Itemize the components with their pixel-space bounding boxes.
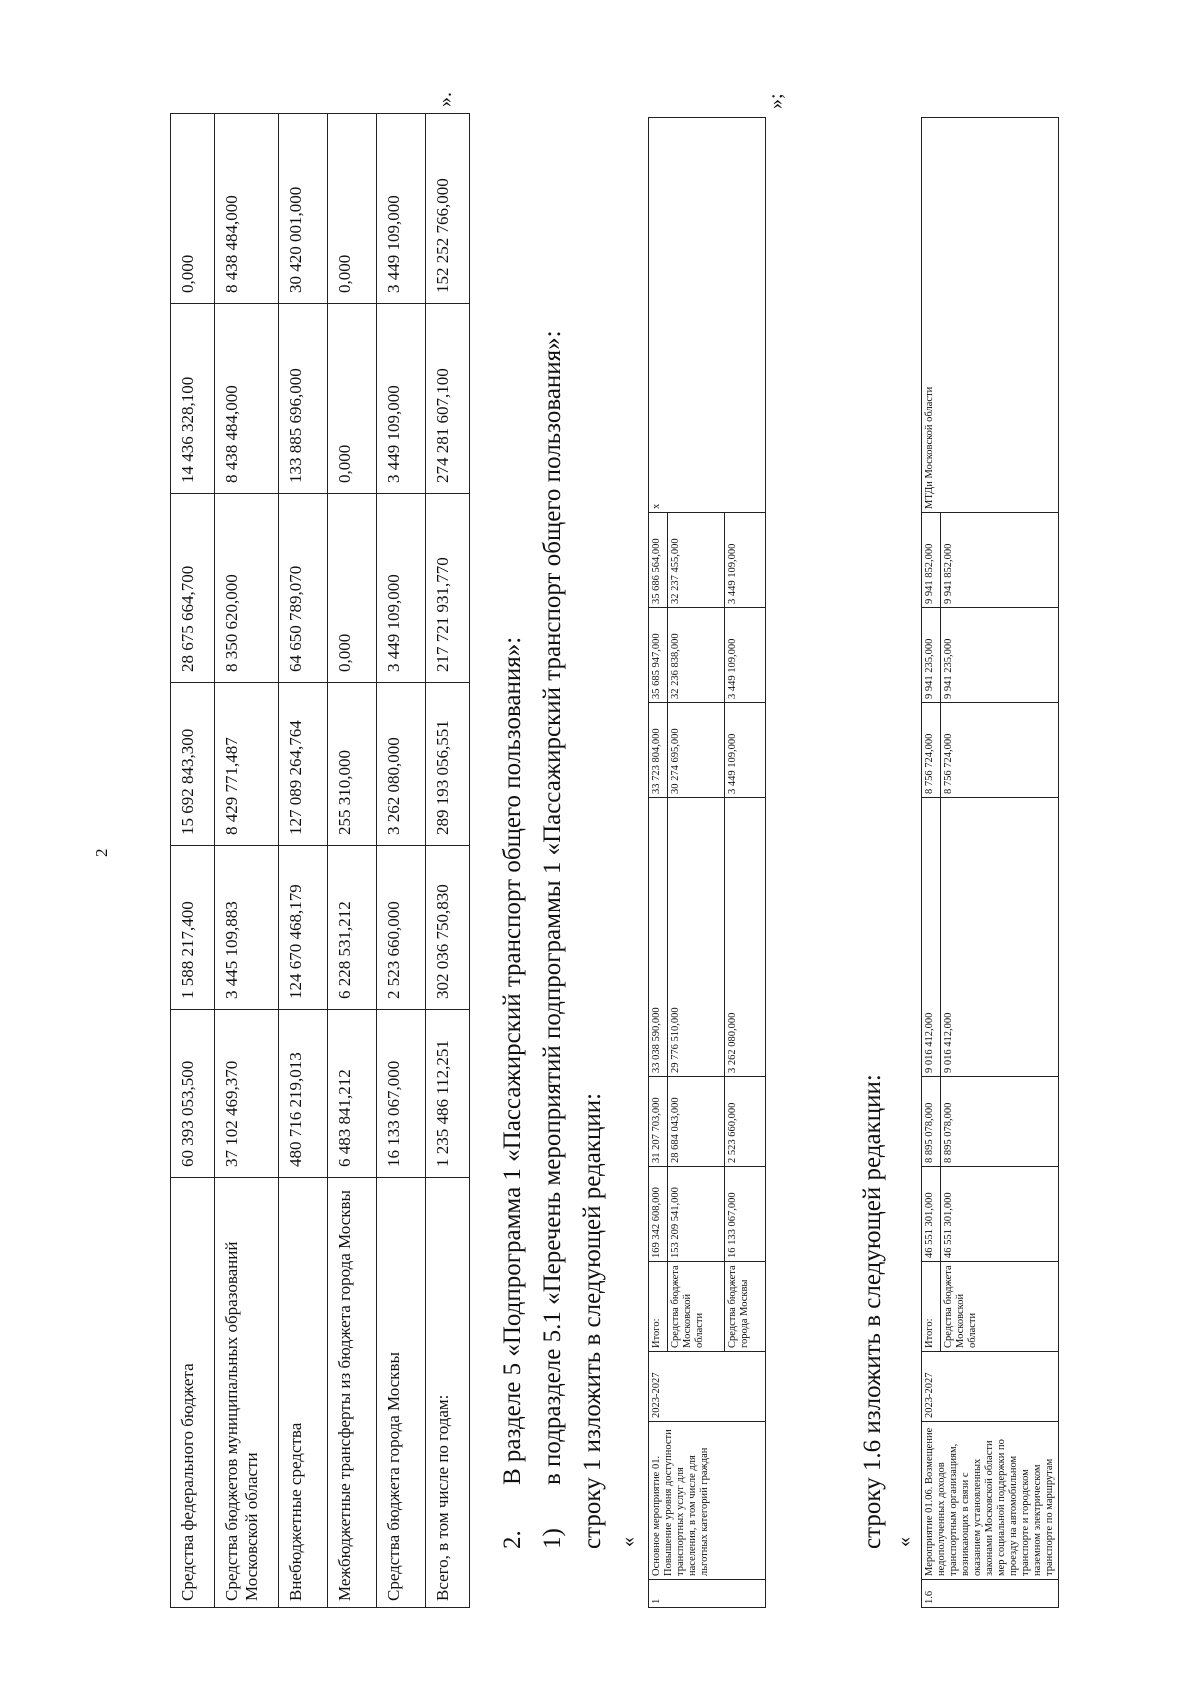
table-row [279, 114, 328, 1608]
cell-value: 37 102 469,370 [215, 1010, 279, 1178]
cell-2023: 8 895 078,000 [922, 1077, 941, 1167]
cell-value: 6 228 531,212 [328, 846, 377, 1010]
funding-source: Средства бюджета Московской области [668, 1262, 725, 1352]
cell-2026: 9 941 235,000 [941, 608, 1059, 703]
cell-value: 8 350 620,000 [215, 494, 279, 683]
cell-value: 8 438 484,000 [215, 114, 279, 304]
cell-value: 3 449 109,000 [377, 114, 426, 304]
cell-2026: 9 941 235,000 [922, 608, 941, 703]
table-row [649, 118, 668, 1608]
cell-2025: 33 723 804,000 [649, 703, 668, 798]
cell-value: 152 252 766,000 [426, 114, 470, 304]
cell-value: 8 429 771,487 [215, 683, 279, 846]
cell-value: 302 036 750,830 [426, 846, 470, 1010]
instruction-row-1-6: строку 1.6 изложить в следующей редакции: [859, 1074, 886, 1549]
cell-total: 169 342 608,000 [649, 1167, 668, 1262]
cell-value: 14 436 328,100 [171, 304, 215, 494]
row-label: Межбюджетные трансферты из бюджета города Москвы [328, 1178, 377, 1608]
subitem-number: 1) [539, 1528, 566, 1549]
funding-source: Итого: [922, 1262, 941, 1352]
funding-source: Средства бюджета Московской области [941, 1262, 1059, 1352]
row-label: Средства бюджета города Москвы [377, 1178, 426, 1608]
cell-value: 217 721 931,770 [426, 494, 470, 683]
cell-value: 3 445 109,883 [215, 846, 279, 1010]
cell-value: 15 692 843,300 [171, 683, 215, 846]
cell-value: 1 588 217,400 [171, 846, 215, 1010]
item-number: 2. [499, 1530, 526, 1549]
cell-value: 30 420 001,000 [279, 114, 328, 304]
responsible: МТДи Московской области [922, 118, 1059, 513]
row-label: Внебюджетные средства [279, 1178, 328, 1608]
cell-value: 6 483 841,212 [328, 1010, 377, 1178]
cell-value: 60 393 053,500 [171, 1010, 215, 1178]
cell-value: 0,000 [328, 114, 377, 304]
row-1-table [648, 117, 766, 1608]
table-row [328, 114, 377, 1608]
cell-value: 3 449 109,000 [377, 494, 426, 683]
cell-value: 2 523 660,000 [377, 846, 426, 1010]
row-label: Средства федерального бюджета [171, 1178, 215, 1608]
cell-value: 274 281 607,100 [426, 304, 470, 494]
cell-value: 8 438 484,000 [215, 304, 279, 494]
cell-value: 0,000 [328, 494, 377, 683]
cell-total: 46 551 301,000 [941, 1167, 1059, 1262]
table-row [426, 114, 470, 1608]
row-label: Средства бюджетов муниципальных образований Московской области [215, 1178, 279, 1608]
cell-value: 64 650 789,070 [279, 494, 328, 683]
funding-summary-table [170, 113, 470, 1608]
subitem-1-text: в подразделе 5.1 «Перечень мероприятий подпрограммы 1 «Пассажирский транспорт общего пользования»: [539, 330, 566, 1485]
item-2-text: В разделе 5 «Подпрограмма 1 «Пассажирский транспорт общего пользования»: [499, 636, 526, 1485]
cell-2024: 9 016 412,000 [941, 798, 1059, 1077]
cell-2023: 2 523 660,000 [725, 1077, 766, 1167]
table-row [922, 118, 941, 1608]
cell-2023: 28 684 043,000 [668, 1077, 725, 1167]
cell-value: 1 235 486 112,251 [426, 1010, 470, 1178]
cell-2024: 29 776 510,000 [668, 798, 725, 1077]
closing-quote-row-1: »; [765, 93, 787, 109]
cell-value: 28 675 664,700 [171, 494, 215, 683]
cell-2025: 30 274 695,000 [668, 703, 725, 798]
cell-2027: 3 449 109,000 [725, 513, 766, 608]
cell-2025: 8 756 724,000 [922, 703, 941, 798]
cell-total: 16 133 067,000 [725, 1167, 766, 1262]
cell-2023: 31 207 703,000 [649, 1077, 668, 1167]
cell-value: 3 449 109,000 [377, 304, 426, 494]
measure-name: Мероприятие 01.06. Возмещение недополученных доходов транспортным организациям, возникающих в связи с оказанием установленных законами Московской области мер социальной поддержки по проезду на автомобильном транспорте и городском наземном электрическом транспорте по маршрутам [922, 1422, 1059, 1580]
cell-value: 3 262 080,000 [377, 683, 426, 846]
opening-quote-2: « [893, 1537, 915, 1547]
cell-value: 0,000 [328, 304, 377, 494]
cell-2027: 35 686 564,000 [649, 513, 668, 608]
row-1-6-table [921, 117, 1059, 1608]
cell-value: 480 716 219,013 [279, 1010, 328, 1178]
table-row [215, 114, 279, 1608]
cell-2023: 8 895 078,000 [941, 1077, 1059, 1167]
cell-2027: 9 941 852,000 [941, 513, 1059, 608]
cell-2024: 9 016 412,000 [922, 798, 941, 1077]
cell-value: 133 885 696,000 [279, 304, 328, 494]
cell-total: 46 551 301,000 [922, 1167, 941, 1262]
cell-value: 289 193 056,551 [426, 683, 470, 846]
cell-value: 255 310,000 [328, 683, 377, 846]
cell-2026: 32 236 838,000 [668, 608, 725, 703]
row-number: 1 [649, 1580, 766, 1608]
cell-value: 0,000 [171, 114, 215, 304]
funding-source: Средства бюджета города Москвы [725, 1262, 766, 1352]
cell-2025: 8 756 724,000 [941, 703, 1059, 798]
opening-quote: « [617, 1537, 639, 1547]
cell-value: 16 133 067,000 [377, 1010, 426, 1178]
row-number: 1.6 [922, 1580, 1059, 1608]
table-row [377, 114, 426, 1608]
cell-2025: 3 449 109,000 [725, 703, 766, 798]
closing-quote: ». [434, 92, 456, 107]
row-label: Всего, в том числе по годам: [426, 1178, 470, 1608]
cell-value: 124 670 468,179 [279, 846, 328, 1010]
funding-source: Итого: [649, 1262, 668, 1352]
cell-2026: 35 685 947,000 [649, 608, 668, 703]
cell-2027: 32 237 455,000 [668, 513, 725, 608]
period: 2023-2027 [649, 1352, 766, 1422]
cell-value: 127 089 264,764 [279, 683, 328, 846]
cell-2024: 3 262 080,000 [725, 798, 766, 1077]
period: 2023-2027 [922, 1352, 1059, 1422]
table-row [171, 114, 215, 1608]
cell-2024: 33 038 590,000 [649, 798, 668, 1077]
instruction-row-1: строку 1 изложить в следующей редакции: [579, 1092, 606, 1549]
cell-2026: 3 449 109,000 [725, 608, 766, 703]
cell-total: 153 209 541,000 [668, 1167, 725, 1262]
responsible: х [649, 118, 766, 513]
cell-2027: 9 941 852,000 [922, 513, 941, 608]
measure-name: Основное мероприятие 01. Повышение уровня доступности транспортных услуг для населения, в том числе для льготных категорий граждан [649, 1422, 766, 1580]
page-number: 2 [92, 848, 111, 857]
